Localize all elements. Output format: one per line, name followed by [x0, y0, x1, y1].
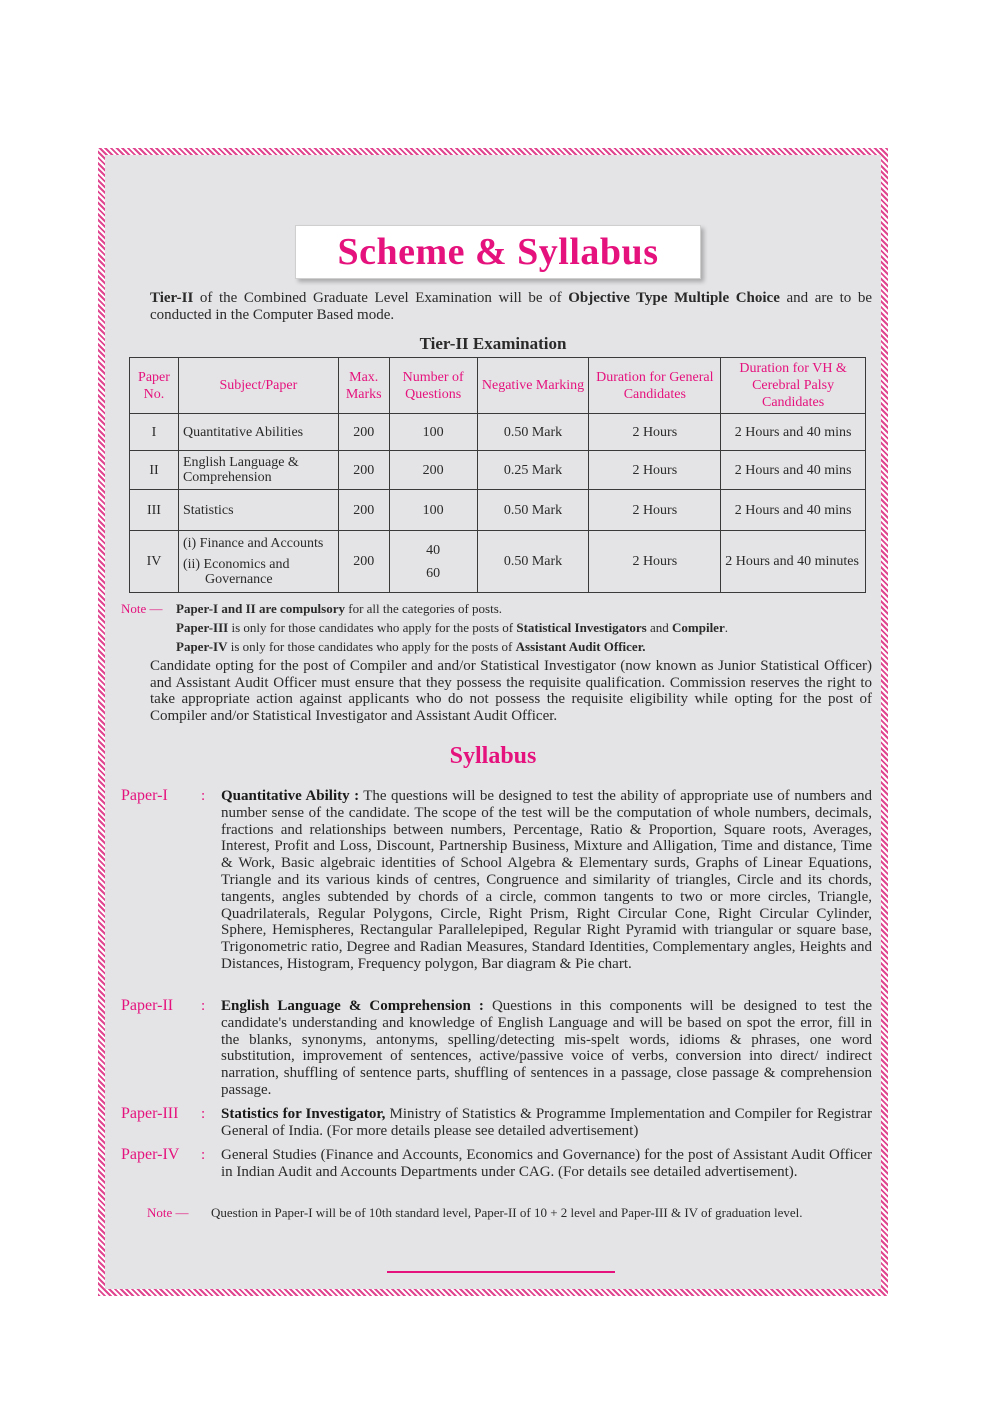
- cell-general: 2 Hours: [589, 490, 721, 531]
- cell-questions: 100: [389, 490, 477, 531]
- footnote-label: Note —: [147, 1205, 189, 1220]
- header-duration-vh: Duration for VH & Cerebral Palsy Candidates: [721, 358, 866, 414]
- cell-negative: 0.25 Mark: [477, 451, 589, 490]
- note-2-bold: Paper-III: [176, 620, 229, 635]
- cell-subject: Statistics: [178, 490, 338, 531]
- header-subject: Subject/Paper: [178, 358, 338, 414]
- cell-marks: 200: [338, 414, 389, 451]
- paper-label: Paper-I: [121, 787, 168, 804]
- cell-subject: Quantitative Abilities: [178, 414, 338, 451]
- paper-heading: Quantitative Ability :: [221, 788, 360, 804]
- questions-a: 40: [426, 542, 441, 558]
- note-3-text: is only for those candidates who apply for the posts of: [227, 639, 516, 654]
- intro-text-b: and are to be conducted in the Computer Based mode.: [150, 290, 873, 323]
- cell-negative: 0.50 Mark: [477, 414, 589, 451]
- paper-label: Paper-IV: [121, 1146, 180, 1163]
- cell-subject: [178, 531, 338, 593]
- cell-general: 2 Hours: [589, 531, 721, 593]
- note-3-bold: Paper-IV: [176, 639, 228, 654]
- cell-questions: 200: [389, 451, 477, 490]
- cell-vh: 2 Hours and 40 mins: [721, 490, 866, 531]
- paper-text: Questions in this components will be designed to test the candidate's understanding and knowledge of English Language and will be based on spot the error, fill in the blanks, synonyms, antonyms, spelling/detecting mis-spelt words, idioms & phrases, one word substitution, improvement of sentences, active/passive voice of verbs, conversion into direct/ indirect narration, shuffling of sentence parts, shuffling of sentences in a passage, close passage & comprehension passage.: [221, 998, 872, 1098]
- table-row: [130, 531, 866, 593]
- footnote-text: Question in Paper-I will be of 10th standard level, Paper-II of 10 + 2 level and Paper-III & IV of graduation level.: [211, 1205, 803, 1220]
- paper-colon: :: [201, 1106, 206, 1122]
- note-2-end: .: [724, 620, 728, 635]
- cell-marks: 200: [338, 451, 389, 490]
- paper-label: Paper-II: [121, 997, 174, 1014]
- table-row: [130, 490, 866, 531]
- bottom-divider: [387, 1271, 615, 1273]
- note-line-3: [121, 637, 871, 656]
- cell-negative: 0.50 Mark: [477, 490, 589, 531]
- note-2-and: and: [646, 620, 673, 635]
- cell-marks: 200: [338, 490, 389, 531]
- header-questions: Number of Questions: [389, 358, 477, 414]
- paper-text: Ministry of Statistics & Programme Implementation and Compiler for Registrar General of India. (For more details please see detailed advertisement): [221, 1106, 872, 1139]
- syllabus-paper-3: [121, 1106, 872, 1140]
- header-duration-general: Duration for General Candidates: [589, 358, 721, 414]
- subject-finance: (i) Finance and Accounts: [182, 536, 324, 551]
- paper-body: [221, 998, 872, 1099]
- syllabus-paper-1: [121, 788, 872, 973]
- note-1-text: for all the categories of posts.: [345, 601, 503, 616]
- paper-body: [221, 1147, 872, 1181]
- cell-negative: 0.50 Mark: [477, 531, 589, 593]
- note-1-bold: Paper-I and II are compulsory: [176, 601, 345, 616]
- cell-vh: 2 Hours and 40 mins: [721, 451, 866, 490]
- scheme-table: [129, 357, 866, 593]
- note-3-post: Assistant Audit Officer.: [515, 639, 646, 654]
- intro-objective: Objective Type Multiple Choice: [568, 290, 780, 306]
- header-paper-no: Paper No.: [130, 358, 179, 414]
- table-row: [130, 414, 866, 451]
- table-header-row: [130, 358, 866, 414]
- cell-no: II: [130, 451, 179, 490]
- header-max-marks: Max. Marks: [338, 358, 389, 414]
- paper-heading: Statistics for Investigator,: [221, 1106, 386, 1122]
- cell-questions: 100: [389, 414, 477, 451]
- notes-block: [121, 599, 871, 656]
- cell-general: 2 Hours: [589, 414, 721, 451]
- cell-no: I: [130, 414, 179, 451]
- intro-tier: Tier-II: [150, 290, 194, 306]
- questions-b: 60: [426, 565, 441, 581]
- paper-body: [221, 788, 872, 973]
- note-line-1: [121, 599, 871, 618]
- footnote: [147, 1205, 872, 1221]
- syllabus-paper-4: [121, 1147, 872, 1181]
- table-title: Tier-II Examination: [419, 334, 567, 353]
- note-2-text: is only for those candidates who apply for the posts of: [228, 620, 517, 635]
- note-2-post-a: Statistical Investigators: [516, 620, 647, 635]
- paper-text: The questions will be designed to test the ability of appropriate use of numbers and number sense of the candidate. The scope of the test will be the computation of whole numbers, decimals, fractions and relationships between numbers, Percentage, Ratio & Proportion, Square roots, Averages, Interest, Profit and Loss, Discount, Partnership Business, Mixture and Alligation, Time and distance, Time & Work, Basic algebraic identities of School Algebra & Elementary surds, Graphs of Linear Equations, Triangle and its various kinds of centres, Congruence and similarity of triangles, Circle and its chords, tangents, angles subtended by chords of a circle, common tangents to two or more circles, Triangle, Quadrilaterals, Regular Polygons, Circle, Right Prism, Right Circular Cone, Right Circular Cylinder, Sphere, Hemispheres, Rectangular Parallelepiped, Regular Right Pyramid with triangular or square base, Trigonometric ratio, Degree and Radian Measures, Standard Identities, Complementary angles, Heights and Distances, Histogram, Frequency polygon, Bar diagram & Pie chart.: [221, 788, 873, 972]
- candidate-paragraph: Candidate opting for the post of Compiler and and/or Statistical Investigator (now known as Junior Statistical Officer) and Assistant Audit Officer must ensure that they possess the requisite qualification. Commission reserves the right to take appropriate action against applicants who do not possess the requisite eligibility while opting for the post of Compiler and/or Statistical Investigator and Assistant Audit Officer.: [150, 658, 872, 724]
- note-line-2: [121, 618, 871, 637]
- paper-colon: :: [201, 1147, 206, 1163]
- syllabus-paper-2: [121, 998, 872, 1099]
- note-2-post-b: Compiler: [672, 620, 725, 635]
- cell-marks: 200: [338, 531, 389, 593]
- intro-text-a: of the Combined Graduate Level Examination will be of: [193, 290, 569, 306]
- intro-paragraph: [150, 290, 872, 324]
- paper-heading: English Language & Comprehension :: [221, 998, 484, 1014]
- paper-body: [221, 1106, 872, 1140]
- cell-general: 2 Hours: [589, 451, 721, 490]
- table-row: [130, 451, 866, 490]
- paper-colon: :: [201, 998, 206, 1014]
- cell-vh: 2 Hours and 40 mins: [721, 414, 866, 451]
- cell-questions: [389, 531, 477, 593]
- note-label: Note —: [121, 601, 163, 616]
- page-title: Scheme & Syllabus: [337, 231, 659, 273]
- paper-text: General Studies (Finance and Accounts, Economics and Governance) for the post of Assistant Audit Officer in Indian Audit and Accounts Departments under CAG. (For details see detailed advertisement).: [221, 1147, 872, 1180]
- page-frame: [98, 148, 888, 1296]
- cell-no: III: [130, 490, 179, 531]
- syllabus-title: Syllabus: [449, 743, 537, 769]
- cell-no: IV: [130, 531, 179, 593]
- cell-subject: English Language & Comprehension: [178, 451, 338, 490]
- header-negative: Negative Marking: [477, 358, 589, 414]
- cell-vh: 2 Hours and 40 minutes: [721, 531, 866, 593]
- paper-label: Paper-III: [121, 1105, 179, 1122]
- paper-colon: :: [201, 788, 206, 804]
- subject-economics: (ii) Economics and Governance: [182, 557, 290, 587]
- title-box: [295, 225, 701, 279]
